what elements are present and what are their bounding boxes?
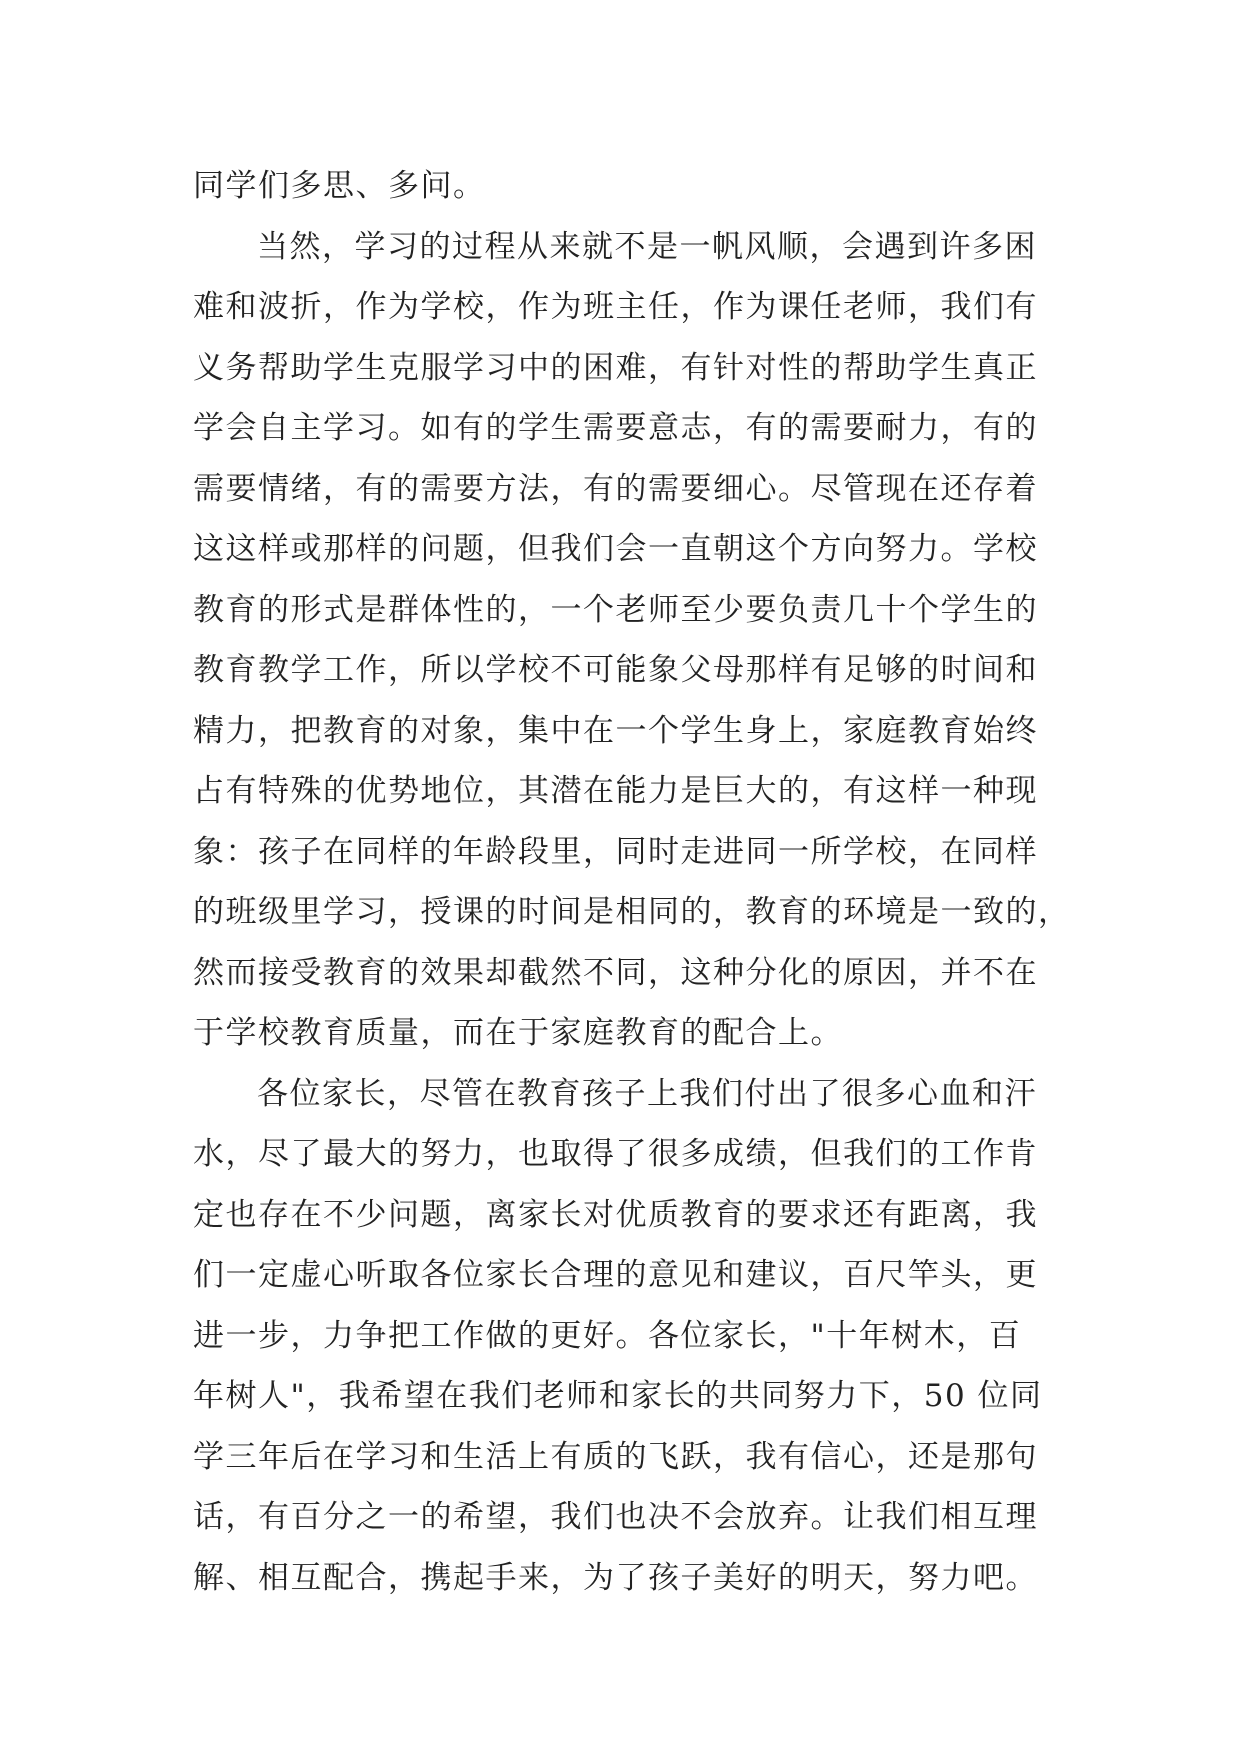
text-line: 同学们多思、多问。 bbox=[193, 168, 486, 204]
text-line: 解、相互配合，携起手来，为了孩子美好的明天，努力吧。 bbox=[193, 1559, 1038, 1596]
text-line: 需要情绪，有的需要方法，有的需要细心。尽管现在还存着 bbox=[193, 470, 1038, 507]
text-line: 年树人"，我希望在我们老师和家长的共同努力下，50 位同 bbox=[193, 1378, 1043, 1414]
text-line: 定也存在不少问题，离家长对优质教育的要求还有距离，我 bbox=[193, 1196, 1038, 1233]
text-line: 精力，把教育的对象，集中在一个学生身上，家庭教育始终 bbox=[193, 712, 1038, 749]
text-line: 学三年后在学习和生活上有质的飞跃，我有信心，还是那句 bbox=[193, 1438, 1038, 1475]
text-line: 话，有百分之一的希望，我们也决不会放弃。让我们相互理 bbox=[193, 1499, 1038, 1535]
text-line: 这这样或那样的问题，但我们会一直朝这个方向努力。学校 bbox=[193, 531, 1038, 567]
text-line: 的班级里学习，授课的时间是相同的，教育的环境是一致的， bbox=[193, 894, 1071, 930]
paragraph-start-line: 各位家长，尽管在教育孩子上我们付出了很多心血和汗 bbox=[257, 1075, 1037, 1112]
text-line: 于学校教育质量，而在于家庭教育的配合上。 bbox=[193, 1015, 843, 1051]
text-line: 象：孩子在同样的年龄段里，同时走进同一所学校，在同样 bbox=[193, 833, 1038, 870]
text-line: 义务帮助学生克服学习中的困难，有针对性的帮助学生真正 bbox=[193, 349, 1038, 386]
text-line: 占有特殊的优势地位，其潜在能力是巨大的，有这样一种现 bbox=[193, 773, 1038, 809]
text-line: 们一定虚心听取各位家长合理的意见和建议，百尺竿头，更 bbox=[193, 1257, 1038, 1293]
text-line: 教育的形式是群体性的，一个老师至少要负责几十个学生的 bbox=[193, 591, 1038, 628]
body-text bbox=[193, 156, 1073, 1608]
text-line: 学会自主学习。如有的学生需要意志，有的需要耐力，有的 bbox=[193, 410, 1038, 446]
text-line: 进一步，力争把工作做的更好。各位家长，"十年树木，百 bbox=[193, 1317, 1022, 1354]
text-line: 难和波折，作为学校，作为班主任，作为课任老师，我们有 bbox=[193, 289, 1038, 325]
text-line: 教育教学工作，所以学校不可能象父母那样有足够的时间和 bbox=[193, 652, 1038, 688]
text-line: 水，尽了最大的努力，也取得了很多成绩，但我们的工作肯 bbox=[193, 1136, 1038, 1172]
text-line: 然而接受教育的效果却截然不同，这种分化的原因，并不在 bbox=[193, 954, 1038, 991]
paragraph-start-line: 当然，学习的过程从来就不是一帆风顺，会遇到许多困 bbox=[257, 228, 1037, 265]
